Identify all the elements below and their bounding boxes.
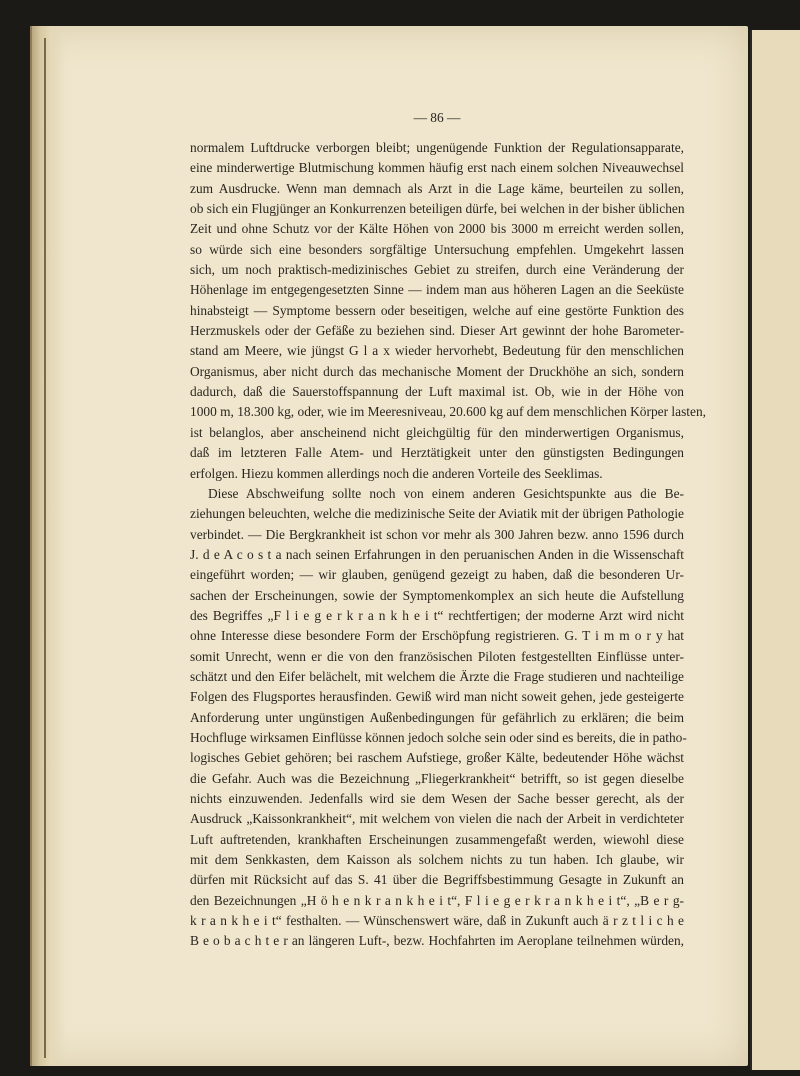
text-line: Luft auftretenden, krankhaften Erscheinungen zusammengefaßt werden, wiewohl diese: [190, 831, 684, 847]
text-line: ziehungen beleuchten, welche die medizinische Seite der Aviatik mit der übrigen Pathologie: [190, 506, 684, 522]
body-text: [190, 138, 706, 952]
text-line: eingeführt worden; — wir glauben, genügend gezeigt zu haben, daß die besonderen Ur-: [190, 567, 684, 583]
text-line: logisches Gebiet gehören; bei raschem Aufstiege, großer Kälte, bedeutender Höhe wächst: [190, 750, 684, 766]
text-line: J. d e A c o s t a nach seinen Erfahrungen in den peruanischen Anden in die Wissenschaft: [190, 546, 684, 562]
text-line: verbindet. — Die Bergkrankheit ist schon vor mehr als 300 Jahren bezw. anno 1596 durch: [190, 526, 684, 542]
text-line: eine minderwertige Blutmischung kommen häufig erst nach einem solchen Niveauwechsel: [190, 160, 684, 176]
text-line: Höhenlage im entgegengesetzten Sinne — indem man aus höheren Lagen an die Seeküste: [190, 282, 684, 298]
text-line: den Bezeichnungen „H ö h e n k r a n k h e i t“, F l i e g e r k r a n k h e i t“, „B e r g-: [190, 892, 684, 908]
text-line: Zeit und ohne Schutz vor der Kälte Höhen von 2000 bis 3000 m erreicht werden sollen,: [190, 221, 684, 237]
text-line: stand am Meere, wie jüngst G l a x wieder hervorhebt, Bedeutung für den menschlichen: [190, 343, 684, 359]
page-number: — 86 —: [413, 110, 461, 125]
text-line: B e o b a c h t e r an längeren Luft-, bezw. Hochfahrten im Aeroplane teilnehmen würden,: [190, 933, 684, 949]
text-line: sachen der Erscheinungen, sowie der Symptomenkomplex an sich heute die Aufstellung: [190, 587, 684, 603]
text-line: normalem Luftdrucke verborgen bleibt; ungenügende Funktion der Regulationsapparate,: [190, 140, 684, 155]
text-line: Organismus, aber nicht durch das mechanische Moment der Druckhöhe an sich, sondern: [190, 363, 684, 379]
text-line: ohne Interesse diese besondere Form der Erschöpfung registrieren. G. T i m m o r y hat: [190, 628, 684, 644]
text-line: Herzmuskels oder der Gefäße zu beziehen sind. Dieser Art gewinnt der hohe Barometer-: [190, 323, 684, 339]
text-line: daß im letzteren Falle Atem- und Herztätigkeit unter den günstigsten Bedingungen: [190, 445, 684, 461]
text-line: erfolgen. Hiezu kommen allerdings noch die anderen Vorteile des Seeklimas.: [190, 465, 603, 481]
text-line: somit Unrecht, wenn er die von den französischen Piloten festgestellten Einflüsse unter-: [190, 648, 684, 664]
text-line: dürfen mit Rücksicht auf das S. 41 über die Begriffsbestimmung Gesagte in Zukunft an: [190, 872, 684, 888]
text-line: ob sich ein Flugjünger an Konkurrenzen beteiligen dürfe, bei welchen in der bisher üblichen: [190, 201, 685, 217]
adjacent-page-edge: [750, 30, 800, 1070]
text-line: 1000 m, 18.300 kg, oder, wie im Meeresniveau, 20.600 kg auf dem menschlichen Körper lasten,: [190, 404, 706, 420]
text-line: nichts einzuwenden. Jedenfalls wird sie dem Wesen der Sache besser gerecht, als der: [190, 791, 684, 806]
text-line: ist belanglos, aber anscheinend nicht gleichgültig für den minderwertigen Organismus,: [190, 424, 684, 440]
text-line: dadurch, daß die Sauerstoffspannung der Luft maximal ist. Ob, wie in der Höhe von: [190, 384, 684, 400]
text-line: k r a n k h e i t“ festhalten. — Wünschenswert wäre, daß in Zukunft auch ä r z t l i c h e: [190, 913, 684, 929]
text-line: Anforderung unter ungünstigen Außenbedingungen für gefährlich zu erklären; die beim: [190, 709, 684, 725]
binding-edge: [44, 38, 46, 1058]
text-line: sich, um noch praktisch-medizinisches Gebiet zu streifen, durch eine Veränderung der: [190, 262, 684, 278]
text-line: Ausdruck „Kaissonkrankheit“, mit welchem von vielen die nach der Arbeit in verdichteter: [190, 811, 684, 827]
text-line: mit dem Senkkasten, dem Kaisson als solchem nichts zu tun haben. Ich glaube, wir: [190, 852, 684, 868]
book-spine-shadow: [30, 26, 66, 1066]
text-line: Folgen des Flugsportes herausfinden. Gewiß wird man nicht soweit gehen, jede gesteigerte: [190, 689, 684, 705]
text-line: zum Ausdrucke. Wenn man demnach als Arzt in die Lage käme, beurteilen zu sollen,: [190, 180, 684, 196]
text-line: hinabsteigt — Symptome bessern oder beseitigen, welche auf eine gestörte Funktion des: [190, 302, 684, 318]
text-line: so würde sich eine besonders sorgfältige Untersuchung empfehlen. Umgekehrt lassen: [190, 241, 684, 257]
text-line: Hochfluge wirksamen Einflüsse können jedoch solche sein oder sind es bereits, die in patho-: [190, 729, 687, 745]
text-line: die Gefahr. Auch was die Bezeichnung „Fliegerkrankheit“ betrifft, so ist gegen dieselbe: [190, 770, 684, 786]
text-line: Diese Abschweifung sollte noch von einem anderen Gesichtspunkte aus die Be-: [208, 485, 684, 501]
text-line: schätzt und den Eifer belächelt, mit welchem die Ärzte die Frage studieren und nachteilige: [190, 668, 684, 684]
text-line: des Begriffes „F l i e g e r k r a n k h e i t“ rechtfertigen; der moderne Arzt wird nicht: [190, 607, 684, 623]
